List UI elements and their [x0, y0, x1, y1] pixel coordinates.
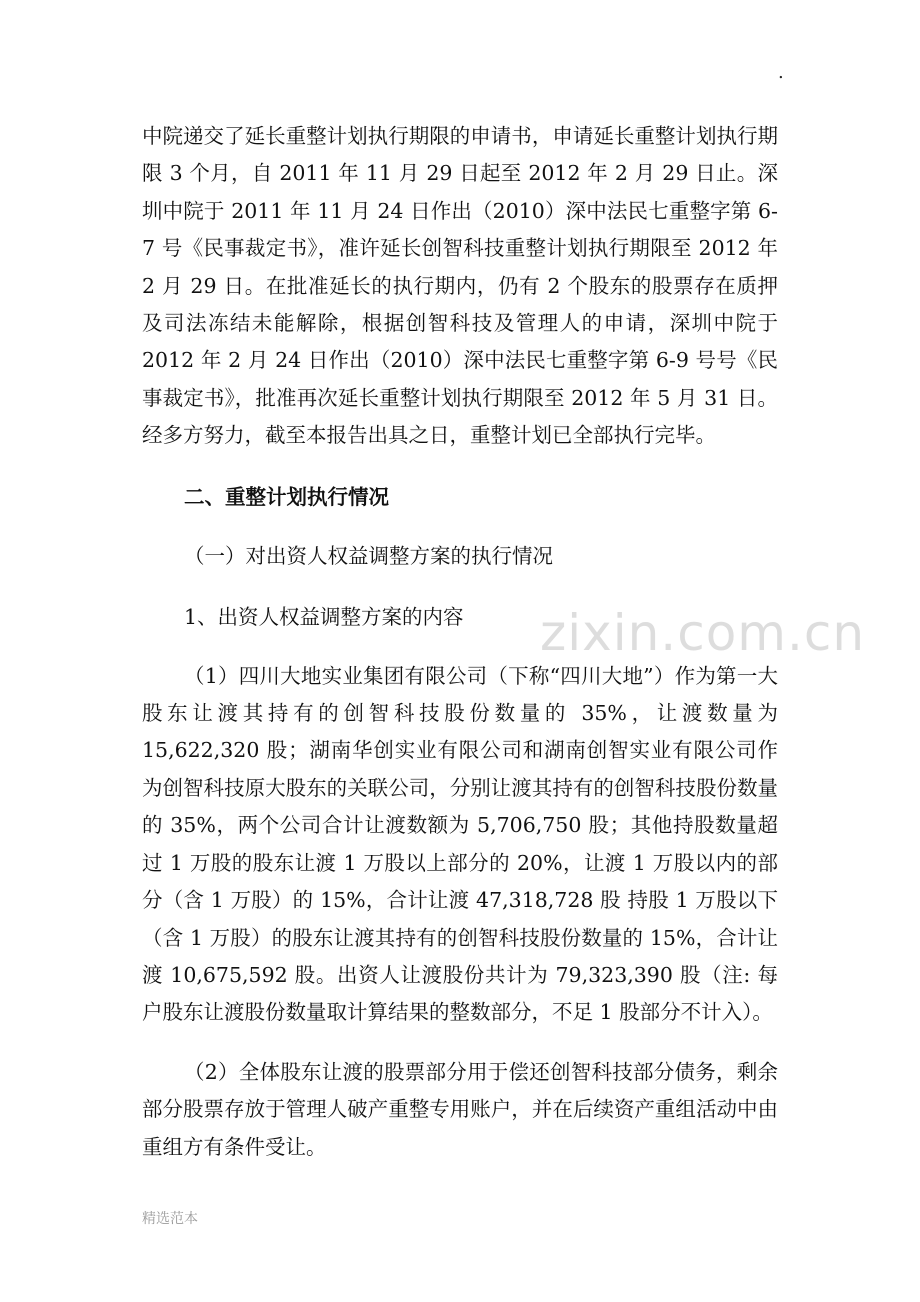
paragraph-item-1: （1）四川大地实业集团有限公司（下称“四川大地”）作为第一大股东让渡其持有的创智科技股份数量的 35%，让渡数量为 15,622,320 股；湖南华创实业有限公司和湖南创智实业有限公司作为创智科技原大股东的关联公司，分别让渡其持有的创智科技股份数量的 35%，两个公司合计让渡数额为 5,706,750 股；其他持股数量超过 1 万股的股东让渡 1 万股以上部分的 20%，让渡 1 万股以内的部分（含 1 万股）的 15%，合计让渡 47,318,728 股 持股 1 万股以下（含 1 万股）的股东让渡其持有的创智科技股份数量的 15%，合计让渡 10,675,592 股。出资人让渡股份共计为 79,323,390 股（注: 每户股东让渡股份数量取计算结果的整数部分，不足 1 股部分不计入）。	[142, 663, 778, 1025]
item-heading: 1、出资人权益调整方案的内容	[184, 604, 464, 629]
corner-mark: .	[778, 62, 784, 83]
footer-label: 精选范本	[142, 1211, 198, 1227]
paragraph-intro: 中院递交了延长重整计划执行期限的申请书，申请延长重整计划执行期限 3 个月，自 2011 年 11 月 29 日起至 2012 年 2 月 29 日止。深圳中院于 2011 年 11 月 24 日作出（2010）深中法民七重整字第 6-7 号《民事裁定书》，准许延长创智科技重整计划执行期限至 2012 年 2 月 29 日。在批准延长的执行期内，仍有 2 个股东的股票存在质押及司法冻结未能解除，根据创智科技及管理人的申请，深圳中院于 2012 年 2 月 24 日作出（2010）深中法民七重整字第 6-9 号号《民事裁定书》，批准再次延长重整计划执行期限至 2012 年 5 月 31 日。经多方努力，截至本报告出具之日，重整计划已全部执行完毕。	[142, 124, 778, 448]
subsection-heading: （一）对出资人权益调整方案的执行情况	[184, 543, 553, 568]
document-body	[142, 118, 778, 1166]
watermark: zixin.com.cn	[540, 604, 866, 662]
section-heading: 二、重整计划执行情况	[184, 484, 389, 509]
paragraph-item-2: （2）全体股东让渡的股票部分用于偿还创智科技部分债务，剩余部分股票存放于管理人破产重整专用账户，并在后续资产重组活动中由重组方有条件受让。	[142, 1059, 778, 1159]
